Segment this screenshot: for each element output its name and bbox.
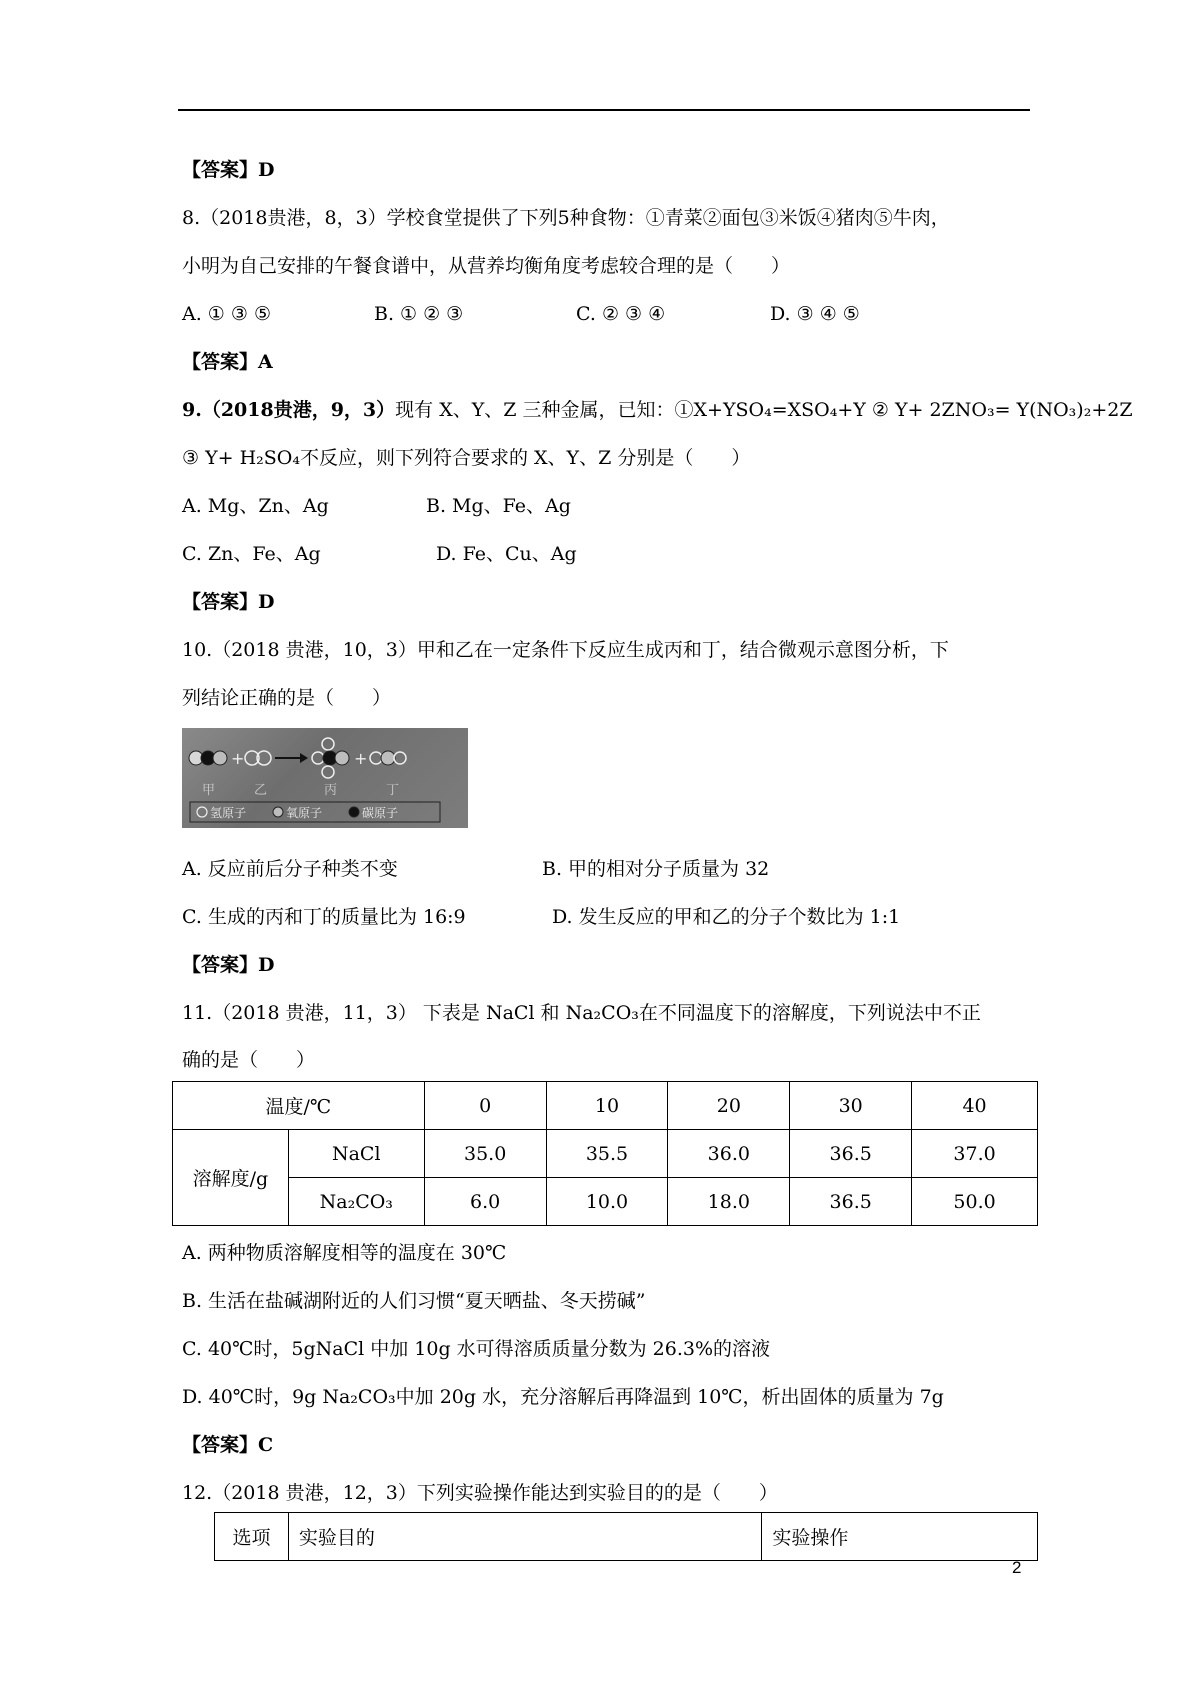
- table-cell: 6.0: [424, 1178, 546, 1226]
- table-header-row: [173, 1082, 1038, 1130]
- answer-10: 【答案】D: [182, 954, 275, 976]
- header-option: 选项: [215, 1513, 289, 1561]
- q10-option-d: D. 发生反应的甲和乙的分子个数比为 1:1: [552, 906, 901, 928]
- question-9-prefix: 9.（2018贵港，9，3）: [182, 399, 396, 421]
- q11-option-a: A. 两种物质溶解度相等的温度在 30℃: [182, 1242, 507, 1264]
- table-cell: 37.0: [912, 1130, 1038, 1178]
- row-name: NaCl: [288, 1130, 424, 1178]
- legend-o-icon: [273, 807, 283, 817]
- label-yi: 乙: [254, 783, 268, 798]
- atom-o: [335, 751, 349, 765]
- table-cell: 36.5: [790, 1178, 912, 1226]
- header-purpose: 实验目的: [288, 1513, 761, 1561]
- q9-option-d: D. Fe、Cu、Ag: [436, 543, 577, 565]
- table-row: [173, 1178, 1038, 1226]
- molecular-reaction-diagram: [182, 728, 468, 828]
- table-cell: 10.0: [546, 1178, 668, 1226]
- header-temp-cell: 30: [790, 1082, 912, 1130]
- atom-h: [322, 766, 334, 778]
- question-11-line2: 确的是（ ）: [182, 1049, 316, 1071]
- q8-option-a: A. ① ③ ⑤: [182, 303, 271, 325]
- legend-c-icon: [349, 807, 359, 817]
- page-number: 2: [1012, 1558, 1022, 1577]
- q11-option-c: C. 40℃时，5gNaCl 中加 10g 水可得溶质质量分数为 26.3%的溶液: [182, 1338, 771, 1360]
- table-row: [173, 1130, 1038, 1178]
- table-cell: 50.0: [912, 1178, 1038, 1226]
- atom-o: [213, 751, 227, 765]
- table-cell: 36.5: [790, 1130, 912, 1178]
- q11-option-b: B. 生活在盐碱湖附近的人们习惯“夏天晒盐、冬天捞碱”: [182, 1290, 646, 1312]
- q9-option-c: C. Zn、Fe、Ag: [182, 543, 321, 565]
- question-9-text: 现有 X、Y、Z 三种金属，已知：①X+YSO₄=XSO₄+Y ② Y+ 2ZNO₃= Y(NO₃)₂+2Z: [395, 399, 1133, 421]
- question-10-line2: 列结论正确的是（ ）: [182, 687, 392, 709]
- label-jia: 甲: [202, 783, 216, 798]
- question-9-line1: [182, 397, 1133, 423]
- question-12-line1: 12.（2018 贵港，12，3）下列实验操作能达到实验目的的是（ ）: [182, 1482, 778, 1504]
- question-10-line1: 10.（2018 贵港，10，3）甲和乙在一定条件下反应生成丙和丁，结合微观示意图分析，下: [182, 639, 949, 661]
- atom-h: [370, 752, 382, 764]
- question-8-line2: 小明为自己安排的午餐食谱中，从营养均衡角度考虑较合理的是（ ）: [182, 255, 791, 277]
- solubility-table: [172, 1081, 1038, 1226]
- answer-9: 【答案】D: [182, 591, 275, 613]
- table-header-row: [215, 1513, 1038, 1561]
- table-cell: 18.0: [668, 1178, 790, 1226]
- table-cell: 36.0: [668, 1130, 790, 1178]
- q9-option-a: A. Mg、Zn、Ag: [182, 495, 329, 517]
- q8-option-c: C. ② ③ ④: [576, 303, 666, 325]
- table-cell: 35.0: [424, 1130, 546, 1178]
- atom-h: [322, 738, 334, 750]
- legend-hydrogen: 氢原子: [210, 806, 247, 820]
- answer-11: 【答案】C: [182, 1434, 274, 1456]
- legend-carbon: 碳原子: [362, 806, 399, 820]
- legend-h-icon: [197, 807, 207, 817]
- header-temp-cell: 40: [912, 1082, 1038, 1130]
- label-ding: 丁: [386, 783, 400, 798]
- question-9-line2: ③ Y+ H₂SO₄不反应，则下列符合要求的 X、Y、Z 分别是（ ）: [182, 447, 751, 469]
- row-name: Na₂CO₃: [288, 1178, 424, 1226]
- header-operation: 实验操作: [762, 1513, 1038, 1561]
- header-temp-cell: 0: [424, 1082, 546, 1130]
- header-temp-cell: 20: [668, 1082, 790, 1130]
- atom-h: [394, 752, 406, 764]
- atom-o: [381, 751, 395, 765]
- q8-option-d: D. ③ ④ ⑤: [770, 303, 860, 325]
- experiment-table: [214, 1512, 1038, 1561]
- plus-sign: +: [231, 749, 245, 768]
- arrow-head: [300, 753, 308, 763]
- answer-8: 【答案】A: [182, 351, 273, 373]
- legend-oxygen: 氧原子: [286, 806, 323, 820]
- answer-7: 【答案】D: [182, 159, 275, 181]
- header-rule: [178, 109, 1030, 111]
- q11-option-d: D. 40℃时，9g Na₂CO₃中加 20g 水，充分溶解后再降温到 10℃，析出固体的质量为 7g: [182, 1386, 944, 1408]
- question-11-line1: 11.（2018 贵港，11，3） 下表是 NaCl 和 Na₂CO₃在不同温度下的溶解度，下列说法中不正: [182, 1002, 981, 1024]
- plus-sign: +: [354, 749, 368, 768]
- q10-option-b: B. 甲的相对分子质量为 32: [542, 858, 770, 880]
- q8-option-b: B. ① ② ③: [374, 303, 464, 325]
- label-bing: 丙: [324, 783, 338, 798]
- group-solubility: 溶解度/g: [173, 1130, 289, 1226]
- atom-h: [312, 752, 324, 764]
- q10-option-a: A. 反应前后分子种类不变: [182, 858, 398, 880]
- table-cell: 35.5: [546, 1130, 668, 1178]
- q10-option-c: C. 生成的丙和丁的质量比为 16:9: [182, 906, 466, 928]
- header-temp-cell: 10: [546, 1082, 668, 1130]
- question-8-line1: 8.（2018贵港，8，3）学校食堂提供了下列5种食物：①青菜②面包③米饭④猪肉⑤牛肉，: [182, 207, 950, 229]
- header-temperature: 温度/℃: [173, 1082, 425, 1130]
- q9-option-b: B. Mg、Fe、Ag: [426, 495, 571, 517]
